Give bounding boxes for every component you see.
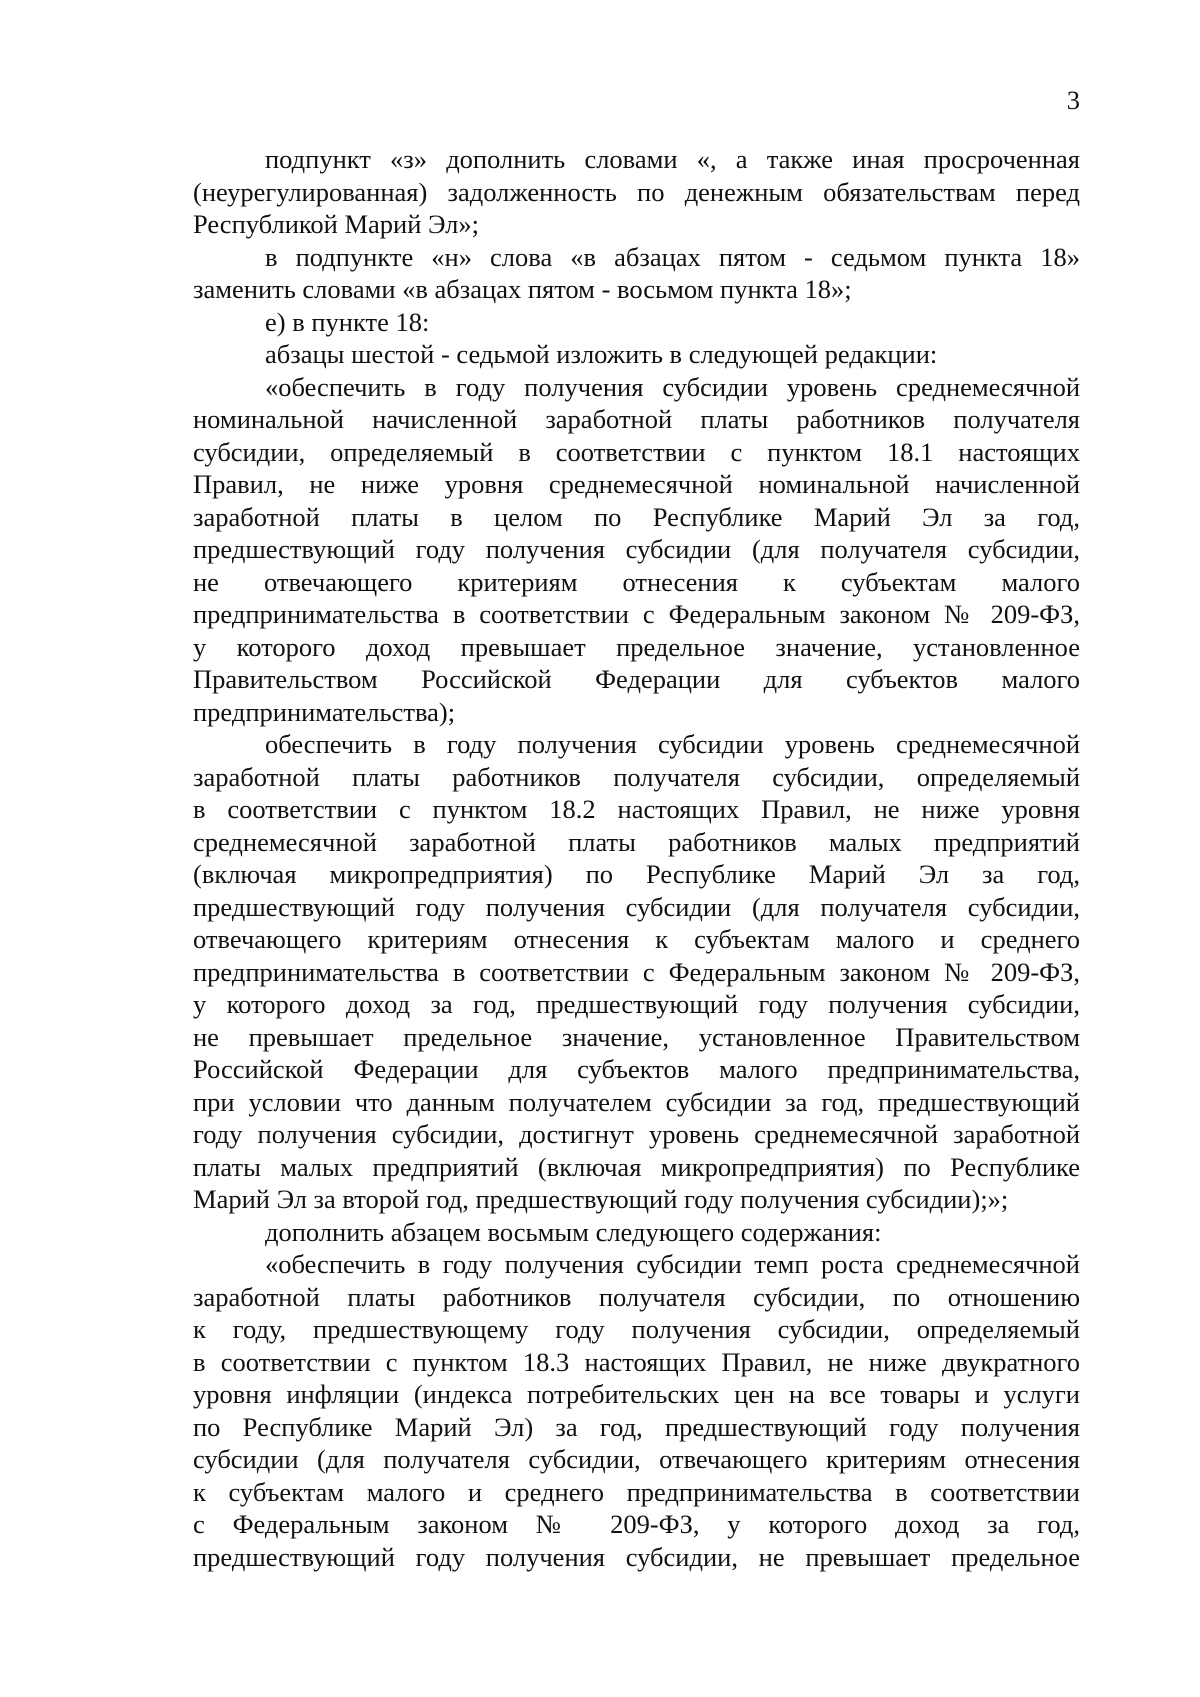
text-line: заработной платы в целом по Республике Марий Эл за год, xyxy=(193,501,1080,532)
text-line: предшествующий году получения субсидии, не превышает предельное xyxy=(193,1541,1080,1572)
text-line: в подпункте «н» слова «в абзацах пятом - седьмом пункта 18» xyxy=(265,241,1080,272)
text-line: году получения субсидии, достигнут уровень среднемесячной заработной xyxy=(193,1119,1080,1149)
text-line: заменить словами «в абзацах пятом - восьмом пункта 18»; xyxy=(193,274,852,304)
text-line: подпункт «з» дополнить словами «, а также иная просроченная xyxy=(265,144,1080,174)
text-line: при условии что данным получателем субсидии за год, предшествующий xyxy=(193,1086,1080,1117)
text-line: у которого доход превышает предельное значение, установленное xyxy=(193,631,1080,662)
text-line: не превышает предельное значение, установленное Правительством xyxy=(193,1021,1080,1052)
text-line: к субъектам малого и среднего предпринимательства в соответствии xyxy=(193,1476,1080,1507)
text-line: Марий Эл за второй год, предшествующий году получения субсидии);»; xyxy=(193,1184,1009,1214)
text-line: предшествующий году получения субсидии (для получателя субсидии, xyxy=(193,891,1080,922)
text-line: дополнить абзацем восьмым следующего содержания: xyxy=(265,1216,882,1247)
text-line: с Федеральным законом № 209-ФЗ, у которого доход за год, xyxy=(193,1509,1080,1539)
text-line: у которого доход за год, предшествующий году получения субсидии, xyxy=(193,989,1080,1019)
text-line: Правительством Российской Федерации для субъектов малого xyxy=(193,664,1080,694)
text-line: заработной платы работников получателя субсидии, по отношению xyxy=(193,1281,1080,1312)
text-line: предпринимательства в соответствии с Федеральным законом № 209-ФЗ, xyxy=(193,956,1080,987)
text-line: номинальной начисленной заработной платы работников получателя xyxy=(193,404,1080,434)
text-line: заработной платы работников получателя субсидии, определяемый xyxy=(193,761,1080,792)
text-line: в соответствии с пунктом 18.2 настоящих Правил, не ниже уровня xyxy=(193,794,1080,824)
text-line: не отвечающего критериям отнесения к субъектам малого xyxy=(193,566,1080,597)
document-body xyxy=(193,143,1080,1573)
text-line: по Республике Марий Эл) за год, предшествующий году получения xyxy=(193,1411,1080,1442)
text-line: (неурегулированная) задолженность по денежным обязательствам перед xyxy=(193,176,1080,207)
text-line: предпринимательства); xyxy=(193,696,456,727)
page-number: 3 xyxy=(1066,85,1080,115)
text-line: предшествующий году получения субсидии (для получателя субсидии, xyxy=(193,534,1080,564)
text-line: Республикой Марий Эл»; xyxy=(193,209,480,239)
text-line: «обеспечить в году получения субсидии темп роста среднемесячной xyxy=(265,1249,1080,1279)
text-line: субсидии (для получателя субсидии, отвечающего критериям отнесения xyxy=(193,1444,1080,1474)
text-line: Российской Федерации для субъектов малого предпринимательства, xyxy=(193,1054,1080,1084)
text-line: е) в пункте 18: xyxy=(265,306,430,337)
text-line: среднемесячной заработной платы работников малых предприятий xyxy=(193,826,1080,857)
text-line: обеспечить в году получения субсидии уровень среднемесячной xyxy=(265,729,1080,759)
text-line: в соответствии с пунктом 18.3 настоящих Правил, не ниже двукратного xyxy=(193,1346,1080,1377)
text-line: отвечающего критериям отнесения к субъектам малого и среднего xyxy=(193,924,1080,954)
text-line: уровня инфляции (индекса потребительских цен на все товары и услуги xyxy=(193,1379,1080,1409)
text-line: абзацы шестой - седьмой изложить в следующей редакции: xyxy=(265,339,938,369)
text-line: субсидии, определяемый в соответствии с пунктом 18.1 настоящих xyxy=(193,436,1080,467)
text-line: Правил, не ниже уровня среднемесячной номинальной начисленной xyxy=(193,469,1080,499)
text-line: (включая микропредприятия) по Республике Марий Эл за год, xyxy=(193,859,1080,889)
text-line: к году, предшествующему году получения субсидии, определяемый xyxy=(193,1314,1080,1344)
text-line: предпринимательства в соответствии с Федеральным законом № 209-ФЗ, xyxy=(193,599,1080,629)
text-line: «обеспечить в году получения субсидии уровень среднемесячной xyxy=(265,371,1080,402)
text-line: платы малых предприятий (включая микропредприятия) по Республике xyxy=(193,1151,1080,1182)
